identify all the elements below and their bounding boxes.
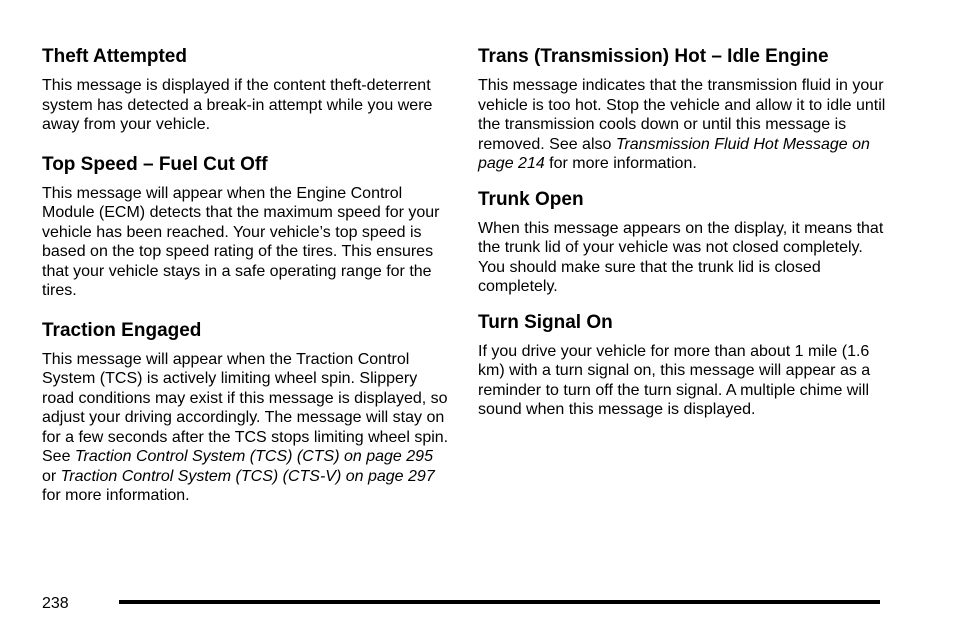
heading-turn-signal: Turn Signal On	[478, 311, 613, 333]
body-trunk-open: When this message appears on the display, it means that the trunk lid of your vehicle was not closed completely. You should make sure that the trunk lid is closed completely.	[478, 219, 884, 295]
body-theft-attempted: This message is displayed if the content theft-deterrent system has detected a break-in attempt while you were away from your vehicle.	[42, 77, 433, 133]
page-number: 238	[42, 595, 69, 612]
heading-trunk-open: Trunk Open	[478, 188, 584, 210]
traction-body-start: This message will appear when the Traction Control System (TCS) is actively limiting wheel spin. Slippery road conditions may exist if this message is displayed, so adjust your driving accordingly. The message will stay on for a few seconds after the TCS stops limiting wheel spin. See	[42, 350, 449, 465]
section-top-speed	[42, 152, 450, 301]
heading-theft-attempted: Theft Attempted	[42, 46, 187, 67]
body-turn-signal: If you drive your vehicle for more than about 1 mile (1.6 km) with a turn signal on, this message will appear as a reminder to turn off the turn signal. A multiple chime will sound when this message is displayed.	[478, 342, 871, 418]
trans-body-end: for more information.	[544, 155, 697, 172]
reference-link-tcs-cts[interactable]: Traction Control System (TCS) (CTS) on page 295	[74, 448, 433, 465]
trans-body-start: This message indicates that the transmission fluid in your vehicle is too hot. Stop the vehicle and allow it to idle until the transmission cools down or until this message is removed. See also	[478, 77, 886, 153]
traction-body-mid: or	[42, 467, 61, 485]
heading-trans-hot: Trans (Transmission) Hot – Idle Engine	[478, 46, 829, 67]
heading-top-speed: Top Speed – Fuel Cut Off	[42, 153, 268, 175]
section-trunk-open	[478, 187, 888, 297]
body-top-speed: This message will appear when the Engine Control Module (ECM) detects that the maximum speed for your vehicle has been reached. Your vehicle’s top speed is based on the top speed rating of the tires. This ensures that your vehicle stays in a safe operating range for the tires.	[42, 184, 440, 299]
section-traction-engaged	[42, 318, 450, 506]
traction-body-end: for more information.	[42, 487, 190, 504]
left-column	[42, 44, 450, 519]
heading-traction-engaged: Traction Engaged	[42, 319, 202, 341]
reference-link-tcs-cts-v[interactable]: Traction Control System (TCS) (CTS-V) on page 297	[60, 467, 435, 485]
section-turn-signal	[478, 310, 888, 420]
section-trans-hot	[478, 44, 888, 174]
footer-rule	[119, 600, 880, 604]
body-traction-engaged	[42, 350, 450, 506]
body-trans-hot	[478, 76, 888, 174]
section-theft-attempted	[42, 44, 450, 135]
right-column	[478, 44, 888, 433]
reference-link-trans-fluid[interactable]: Transmission Fluid Hot Message on page 214	[478, 135, 870, 172]
